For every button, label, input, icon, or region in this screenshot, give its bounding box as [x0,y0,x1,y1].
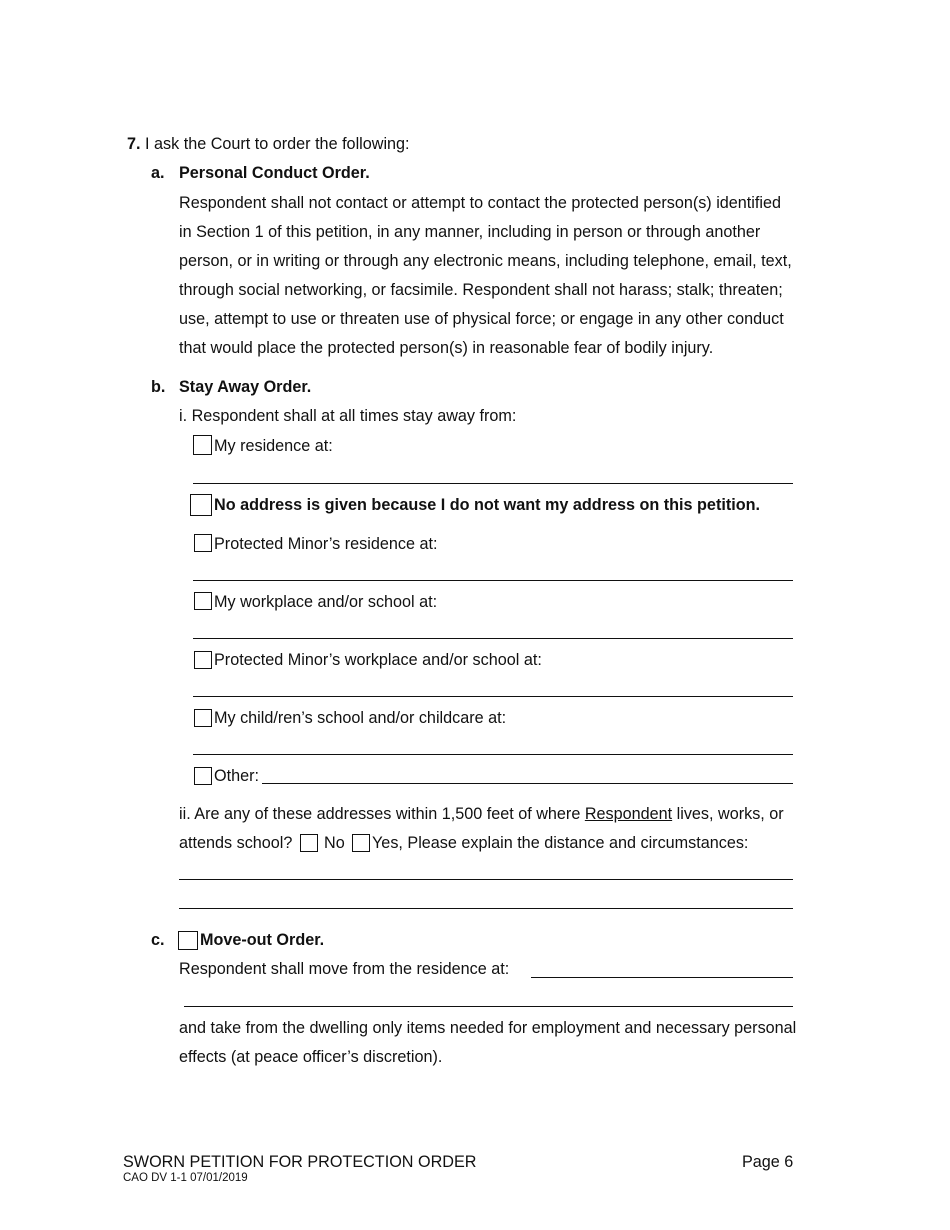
minor-residence-address-line[interactable] [193,580,793,581]
children-school-label: My child/ren’s school and/or childcare at: [214,709,507,727]
paragraph-line: through social networking, or facsimile. Respondent shall not harass; stalk; threaten; [179,281,783,299]
move-out-residence-line-1[interactable] [531,977,793,978]
footer-form-code: CAO DV 1-1 07/01/2019 [123,1172,248,1184]
move-out-checkbox[interactable] [178,931,198,950]
paragraph-line: in Section 1 of this petition, in any manner, including in person or through another [179,223,761,241]
my-workplace-checkbox[interactable] [194,592,212,610]
respondent-underlined: Respondent [584,805,673,823]
distance-no-checkbox[interactable] [300,834,318,852]
paragraph-line: Respondent shall not contact or attempt to contact the protected person(s) identified [179,194,781,212]
other-label: Other: [214,767,259,785]
section-7-intro [127,134,410,154]
footer-title: SWORN PETITION FOR PROTECTION ORDER [123,1153,477,1171]
explanation-line-1[interactable] [179,879,793,880]
section-number: 7. [127,135,141,153]
my-residence-checkbox[interactable] [193,435,212,455]
no-address-label: No address is given because I do not want my address on this petition. [214,496,760,514]
paragraph-line: use, attempt to use or threaten use of physical force; or engage in any other conduct [179,310,784,328]
my-workplace-label: My workplace and/or school at: [214,593,438,611]
distance-yes-checkbox[interactable] [352,834,370,852]
my-residence-label: My residence at: [214,437,333,455]
item-b-letter: b. [151,378,166,396]
paragraph-line: effects (at peace officer’s discretion). [179,1048,443,1066]
move-out-heading: Move-out Order. [200,931,325,949]
other-checkbox[interactable] [194,767,212,785]
minor-workplace-label: Protected Minor’s workplace and/or school at: [214,651,542,669]
move-out-residence-line-2[interactable] [184,1006,793,1007]
stay-away-sub-i: i. Respondent shall at all times stay away from: [179,407,517,425]
section-intro-text: I ask the Court to order the following: [145,135,410,153]
sub-ii-text-end: lives, works, or [672,805,784,823]
paragraph-line: and take from the dwelling only items needed for employment and necessary personal [179,1019,797,1037]
sub-ii-text: ii. Are any of these addresses within 1,500 feet of where [179,805,585,823]
paragraph-line: that would place the protected person(s) in reasonable fear of bodily injury. [179,339,714,357]
distance-no-label: No [324,834,345,852]
footer-page-number: Page 6 [742,1153,794,1171]
paragraph-line: person, or in writing or through any electronic means, including telephone, email, text, [179,252,792,270]
children-school-checkbox[interactable] [194,709,212,727]
my-residence-address-line[interactable] [193,483,793,484]
children-school-address-line[interactable] [193,754,793,755]
personal-conduct-heading: Personal Conduct Order. [179,164,370,182]
stay-away-sub-ii [179,804,784,824]
no-address-checkbox[interactable] [190,494,212,516]
sub-ii-attends-school: attends school? [179,834,293,852]
minor-residence-label: Protected Minor’s residence at: [214,535,438,553]
item-c-letter: c. [151,931,165,949]
minor-workplace-checkbox[interactable] [194,651,212,669]
explanation-line-2[interactable] [179,908,793,909]
stay-away-heading: Stay Away Order. [179,378,312,396]
item-a-letter: a. [151,164,165,182]
other-input-line[interactable] [262,783,793,784]
move-out-residence-label: Respondent shall move from the residence at: [179,960,510,978]
minor-workplace-address-line[interactable] [193,696,793,697]
distance-yes-label: Yes, Please explain the distance and circumstances: [372,834,749,852]
my-workplace-address-line[interactable] [193,638,793,639]
minor-residence-checkbox[interactable] [194,534,212,552]
